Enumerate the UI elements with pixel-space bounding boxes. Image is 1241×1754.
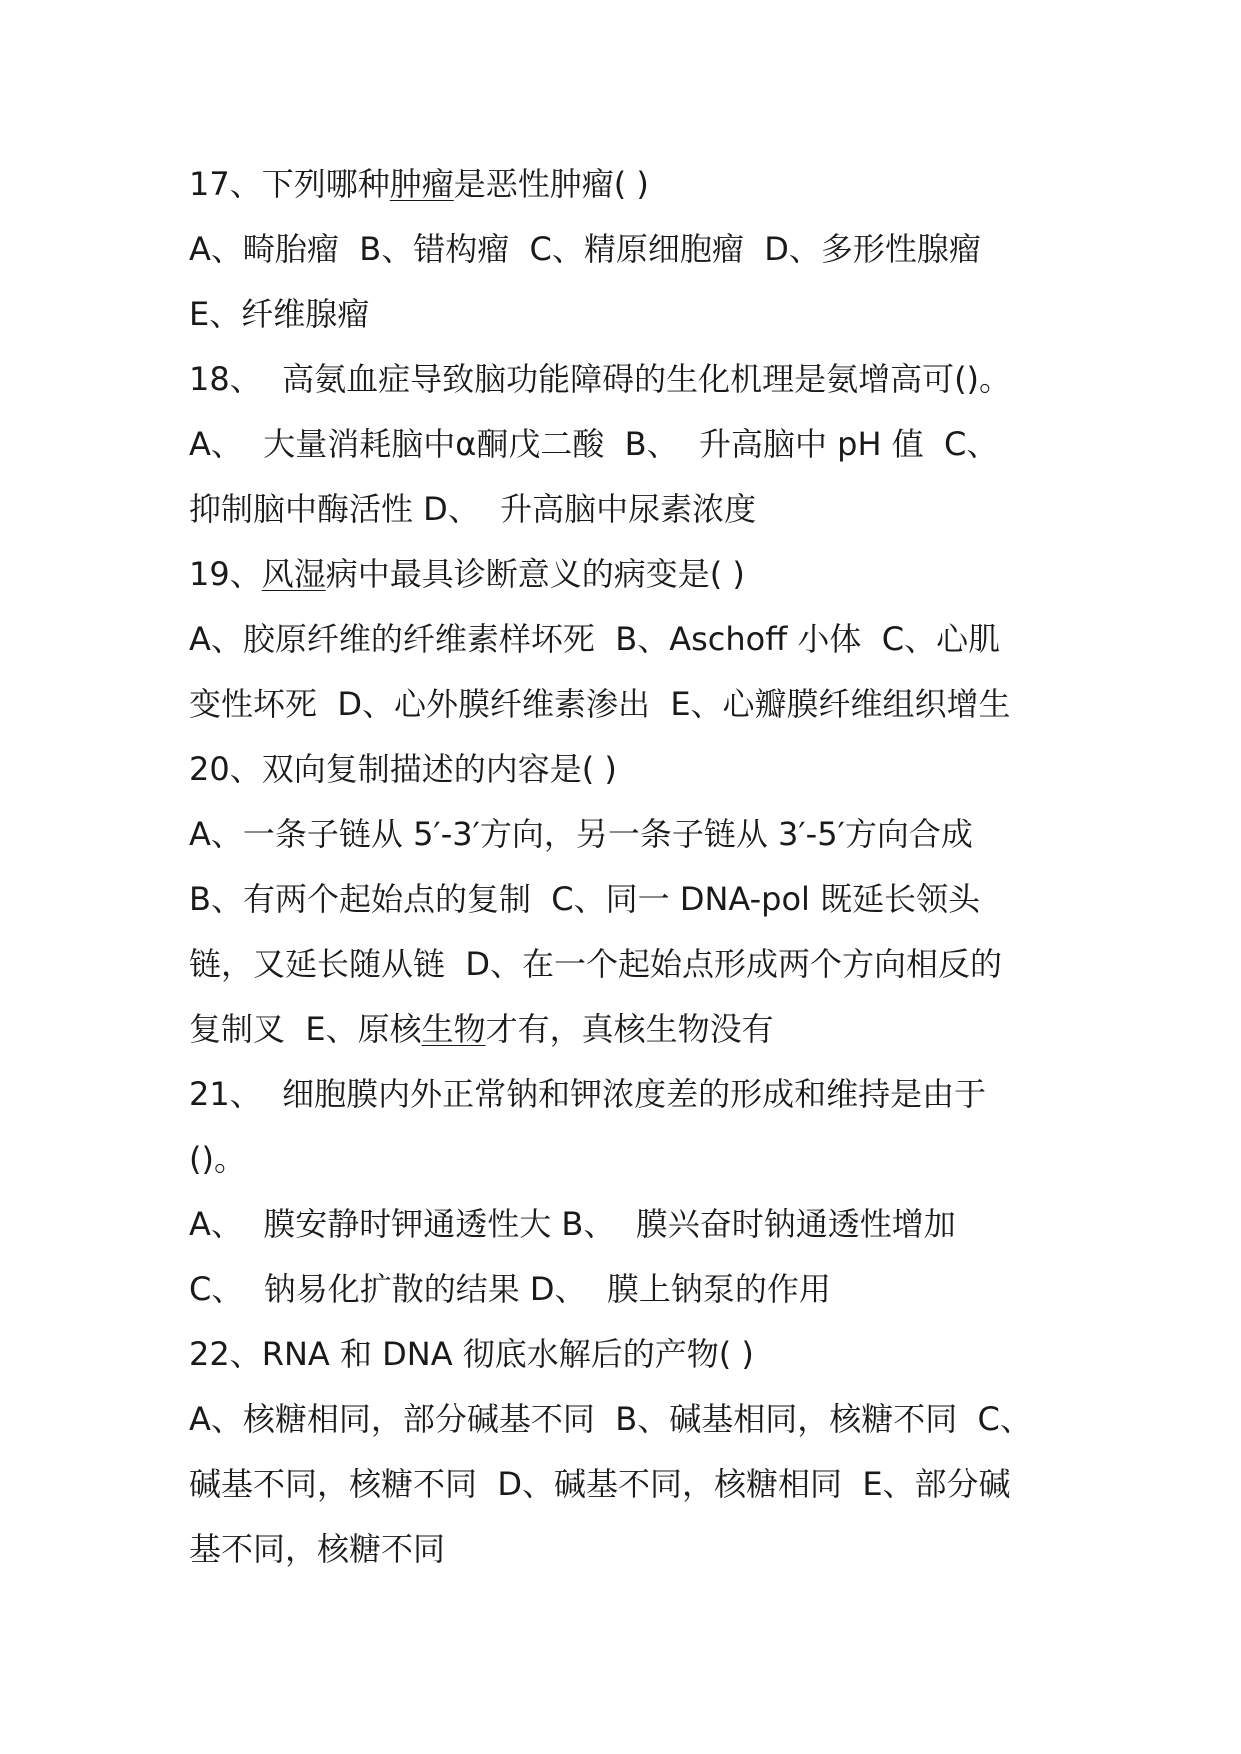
underlined-term: 肿瘤 [389,165,454,203]
q21-options-cont: C、 钠易化扩散的结果 D、 膜上钠泵的作用 [189,1270,831,1308]
q17-options-cont: E、纤维腺瘤 [189,295,370,333]
q22-options: A、核糖相同，部分碱基不同 B、碱基相同，核糖不同 C、 [189,1400,1032,1438]
question-list [189,152,1059,1582]
q17-options: A、畸胎瘤 B、错构瘤 C、精原细胞瘤 D、多形性腺瘤 [189,230,981,268]
underlined-term: 风湿 [261,555,326,593]
q18-options-cont: 抑制脑中酶活性 D、 升高脑中尿素浓度 [189,490,757,528]
q17-stem: 17、下列哪种肿瘤是恶性肿瘤( ) [189,165,649,203]
q22-options-cont: 基不同，核糖不同 [189,1530,446,1568]
q21-options: A、 膜安静时钾通透性大 B、 膜兴奋时钠通透性增加 [189,1205,956,1243]
q21-stem: 21、 细胞膜内外正常钠和钾浓度差的形成和维持是由于 [189,1075,987,1113]
q19-options: A、胶原纤维的纤维素样坏死 B、Aschoff 小体 C、心肌 [189,620,1001,658]
q19-stem: 19、风湿病中最具诊断意义的病变是( ) [189,555,745,593]
q21-stem-cont: ()。 [189,1140,246,1178]
q20-options: A、一条子链从 5′-3′方向，另一条子链从 3′-5′方向合成 [189,815,973,853]
q20-stem: 20、双向复制描述的内容是( ) [189,750,617,788]
q22-options-cont: 碱基不同，核糖不同 D、碱基不同，核糖相同 E、部分碱 [189,1465,1011,1503]
q20-options-cont: B、有两个起始点的复制 C、同一 DNA-pol 既延长领头 [189,880,981,918]
q19-options-cont: 变性坏死 D、心外膜纤维素渗出 E、心瓣膜纤维组织增生 [189,685,1011,723]
q20-options-cont: 链，又延长随从链 D、在一个起始点形成两个方向相反的 [189,945,1002,983]
underlined-term: 生物 [421,1010,486,1048]
q20-options-cont: 复制叉 E、原核生物才有，真核生物没有 [189,1010,774,1048]
q18-stem: 18、 高氨血症导致脑功能障碍的生化机理是氨增高可()。 [189,360,1012,398]
q22-stem: 22、RNA 和 DNA 彻底水解后的产物( ) [189,1335,754,1373]
q18-options: A、 大量消耗脑中α酮戊二酸 B、 升高脑中 pH 值 C、 [189,425,999,463]
